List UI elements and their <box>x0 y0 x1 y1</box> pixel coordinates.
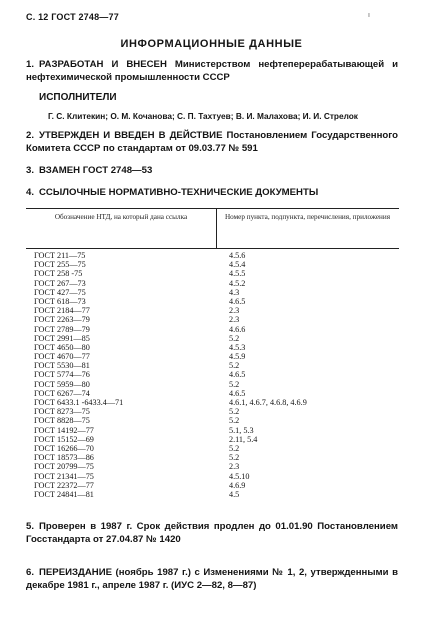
table-cell-document: ГОСТ 5959—80 <box>34 379 90 389</box>
table-cell-document: ГОСТ 15152—69 <box>34 434 94 444</box>
table-cell-document: ГОСТ 618—73 <box>34 296 86 306</box>
item-text: с Изменениями № 1, 2, утвержденными в декабре 1981 г., апреле 1987 г. (ИУС 2—82, 8—87) <box>26 567 398 591</box>
ntd-reference-table <box>26 208 399 509</box>
column-header-clause: Номер пункта, подпункта, перечисления, приложения <box>224 213 391 221</box>
table-cell-document: ГОСТ 22372—77 <box>34 480 94 490</box>
table-cell-clause: 4.5.2 <box>229 278 246 288</box>
table-cell-document: ГОСТ 16266—70 <box>34 443 94 453</box>
table-cell-document: ГОСТ 18573—86 <box>34 453 94 463</box>
item-heading: ПЕРЕИЗДАНИЕ (ноябрь 1987 г.) <box>39 567 191 578</box>
item-3-replaces <box>26 164 398 177</box>
clause-numbers-list <box>229 251 307 499</box>
table-cell-document: ГОСТ 20799—75 <box>34 462 94 472</box>
section-title: ИНФОРМАЦИОННЫЕ ДАННЫЕ <box>120 38 303 50</box>
table-cell-clause: 5.2 <box>229 453 240 463</box>
table-cell-document: ГОСТ 255—75 <box>34 260 86 270</box>
table-cell-clause: 2.3 <box>229 306 240 316</box>
table-cell-clause: 5.2 <box>229 333 240 343</box>
table-cell-clause: 4.6.6 <box>229 324 246 334</box>
table-cell-document: ГОСТ 5530—81 <box>34 361 90 371</box>
item-4-references <box>26 186 398 199</box>
table-cell-clause: 2.11, 5.4 <box>229 434 258 444</box>
item-2-approved <box>26 129 398 155</box>
table-cell-clause: 4.6.9 <box>229 480 246 490</box>
item-heading: УТВЕРЖДЕН И ВВЕДЕН В ДЕЙСТВИЕ <box>39 130 223 141</box>
executors-names: Г. С. Клитекин; О. М. Кочанова; С. П. Тахтуев; В. И. Малахова; И. И. Стрелок <box>48 111 358 121</box>
table-cell-clause: 4.5.4 <box>229 260 246 270</box>
running-head: С. 12 ГОСТ 2748—77 <box>26 12 119 22</box>
table-cell-document: ГОСТ 2789—79 <box>34 324 90 334</box>
table-cell-document: ГОСТ 267—73 <box>34 278 86 288</box>
document-designations-list <box>34 251 123 499</box>
table-cell-document: ГОСТ 14192—77 <box>34 425 94 435</box>
table-cell-document: ГОСТ 5774—76 <box>34 370 90 380</box>
item-text: Министерством нефтеперерабатывающей и нефтехимической промышленности СССР <box>26 59 399 83</box>
table-cell-document: ГОСТ 211—75 <box>34 251 86 260</box>
table-cell-clause: 4.6.5 <box>229 388 246 398</box>
table-cell-clause: 2.3 <box>229 315 240 325</box>
table-cell-clause: 4.5.6 <box>229 251 246 260</box>
table-cell-clause: 5.2 <box>229 361 240 371</box>
item-number: 5. <box>26 521 35 532</box>
item-heading: Проверен в 1987 г. <box>39 521 133 532</box>
table-cell-document: ГОСТ 2184—77 <box>34 306 90 316</box>
table-cell-document: ГОСТ 8828—75 <box>34 416 90 426</box>
item-heading: ВЗАМЕН ГОСТ 2748—53 <box>39 165 153 176</box>
item-heading: ССЫЛОЧНЫЕ НОРМАТИВНО-ТЕХНИЧЕСКИЕ ДОКУМЕНТЫ <box>39 187 319 198</box>
table-cell-clause: 4.6.1, 4.6.7, 4.6.8, 4.6.9 <box>229 398 307 407</box>
table-cell-document: ГОСТ 21341—75 <box>34 471 94 481</box>
table-cell-document: ГОСТ 4650—80 <box>34 342 90 352</box>
item-1-developed <box>26 58 398 84</box>
item-text: Постановлением Государственного Комитета СССР по стандартам от 09.03.77 № 591 <box>26 130 398 154</box>
table-cell-document: ГОСТ 258 -75 <box>34 269 83 279</box>
table-cell-document: ГОСТ 2263—79 <box>34 315 90 325</box>
table-cell-clause: 4.5.9 <box>229 352 246 362</box>
table-cell-clause: 5.2 <box>229 416 240 426</box>
table-cell-clause: 5.1, 5.3 <box>229 425 254 435</box>
table-cell-document: ГОСТ 8273—75 <box>34 407 90 417</box>
stray-mark: ı <box>368 12 370 19</box>
item-number: 3. <box>26 165 35 176</box>
table-cell-clause: 4.5 <box>229 489 240 499</box>
column-header-document: Обозначение НТД, на который дана ссылка <box>54 213 188 221</box>
item-6-reissue <box>26 566 398 592</box>
table-cell-clause: 5.2 <box>229 443 240 453</box>
table-cell-clause: 4.3 <box>229 287 240 297</box>
item-5-checked <box>26 520 398 546</box>
table-cell-clause: 4.5.5 <box>229 269 246 279</box>
table-cell-clause: 4.6.5 <box>229 370 246 380</box>
table-cell-clause: 4.6.5 <box>229 296 246 306</box>
item-number: 1. <box>26 59 35 70</box>
item-number: 6. <box>26 567 35 578</box>
table-cell-document: ГОСТ 6433.1 -6433.4—71 <box>34 398 124 407</box>
table-cell-document: ГОСТ 427—75 <box>34 287 86 297</box>
table-cell-clause: 5.2 <box>229 407 240 417</box>
table-cell-document: ГОСТ 4670—77 <box>34 352 90 362</box>
table-cell-clause: 2.3 <box>229 462 240 472</box>
table-top-rule <box>26 208 399 209</box>
executors-heading: ИСПОЛНИТЕЛИ <box>39 92 117 103</box>
table-header-rule <box>26 248 399 249</box>
item-heading: РАЗРАБОТАН И ВНЕСЕН <box>39 59 167 70</box>
table-cell-clause: 4.5.10 <box>229 471 250 481</box>
table-cell-clause: 4.5.3 <box>229 342 246 352</box>
table-column-divider <box>216 208 217 249</box>
item-number: 4. <box>26 187 35 198</box>
table-cell-document: ГОСТ 2991—85 <box>34 333 90 343</box>
item-text: Срок действия продлен до 01.01.90 Постановлением Госстандарта от 27.04.87 № 1420 <box>26 521 398 545</box>
table-cell-document: ГОСТ 6267—74 <box>34 388 90 398</box>
table-cell-document: ГОСТ 24841—81 <box>34 489 94 499</box>
item-number: 2. <box>26 130 35 141</box>
table-cell-clause: 5.2 <box>229 379 240 389</box>
